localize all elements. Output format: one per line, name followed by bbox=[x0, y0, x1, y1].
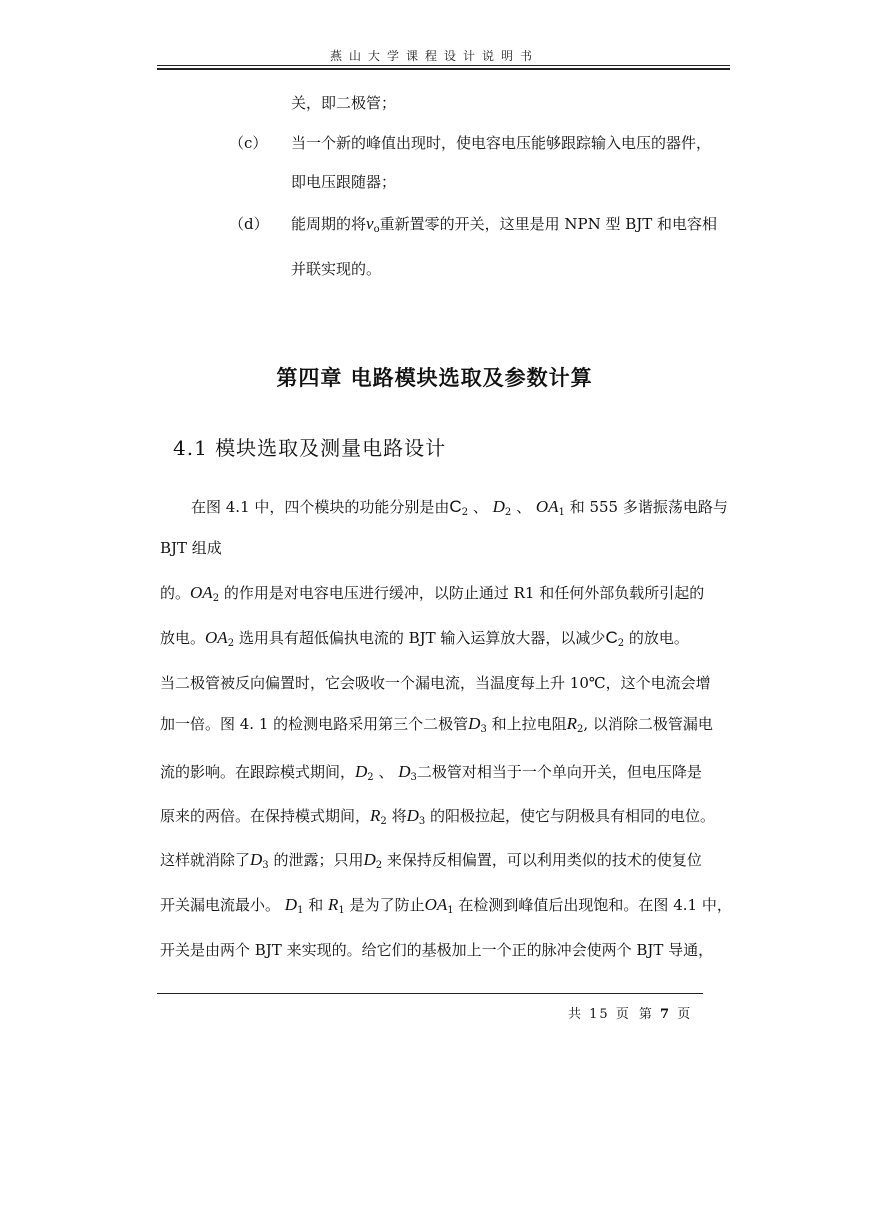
list-label-d: （d） bbox=[229, 215, 269, 233]
page-footer: 共 15 页 第 7 页 bbox=[568, 1007, 693, 1022]
header-rule-thin bbox=[157, 65, 730, 66]
list-label-c: （c） bbox=[229, 134, 268, 152]
paragraph-line: 在图 4.1 中，四个模块的功能分别是由$C_2$ 、 $D_2$ 、 $OA_1$ 和 555 多谐振荡电路与 bbox=[191, 497, 728, 518]
section-title: 4.1 模块选取及测量电路设计 bbox=[173, 436, 447, 460]
paragraph-line: 开关是由两个 BJT 来实现的。给它们的基极加上一个正的脉冲会使两个 BJT 导通， bbox=[160, 941, 714, 959]
paragraph-line: 开关漏电流最小。 $D_1$ 和 $R_1$ 是为了防止$OA_1$ 在检测到峰值后出现饱和。在图 4.1 中， bbox=[160, 895, 732, 916]
list-item-d-line1: 能周期的将$v_o$重新置零的开关，这里是用 NPN 型 BJT 和电容相 bbox=[291, 214, 718, 235]
paragraph-line: 原来的两倍。在保持模式期间，$R_2$ 将$D_3$ 的阳极拉起，使它与阴极具有相同的电位。 bbox=[160, 806, 716, 827]
paragraph-line: 当二极管被反向偏置时，它会吸收一个漏电流，当温度每上升 10℃，这个电流会增 bbox=[160, 674, 711, 692]
paragraph-line: 加一倍。图 4. 1 的检测电路采用第三个二极管$D_3$ 和上拉电阻$R_2$, 以消除二极管漏电 bbox=[160, 714, 713, 735]
chapter-title: 第四章 电路模块选取及参数计算 bbox=[276, 366, 593, 390]
paragraph-line: 放电。$OA_2$ 选用具有超低偏执电流的 BJT 输入运算放大器，以减少$C_2$ 的放电。 bbox=[160, 628, 689, 649]
total-pages: 15 bbox=[589, 1007, 610, 1022]
paragraph-line: 这样就消除了$D_3$ 的泄露；只用$D_2$ 来保持反相偏置，可以利用类似的技术的使复位 bbox=[160, 850, 702, 871]
list-continuation-line: 关，即二极管； bbox=[291, 94, 397, 112]
page-number: 7 bbox=[660, 1007, 672, 1022]
footer-rule bbox=[157, 993, 703, 994]
paragraph-line: 的。$OA_2$ 的作用是对电容电压进行缓冲，以防止通过 R1 和任何外部负载所引起的 bbox=[160, 583, 705, 604]
paragraph-line: 流的影响。在跟踪模式期间，$D_2$ 、 $D_3$二极管对相当于一个单向开关，但电压降是 bbox=[160, 762, 702, 783]
list-item-c-line1: 当一个新的峰值出现时，使电容电压能够跟踪输入电压的器件， bbox=[291, 134, 712, 152]
header-rule-thick bbox=[157, 68, 730, 70]
document-header: 燕山大学课程设计说明书 bbox=[329, 49, 539, 63]
list-item-c-line2: 即电压跟随器； bbox=[291, 173, 397, 191]
paragraph-line: BJT 组成 bbox=[160, 539, 222, 557]
list-item-d-line2: 并联实现的。 bbox=[291, 260, 382, 278]
